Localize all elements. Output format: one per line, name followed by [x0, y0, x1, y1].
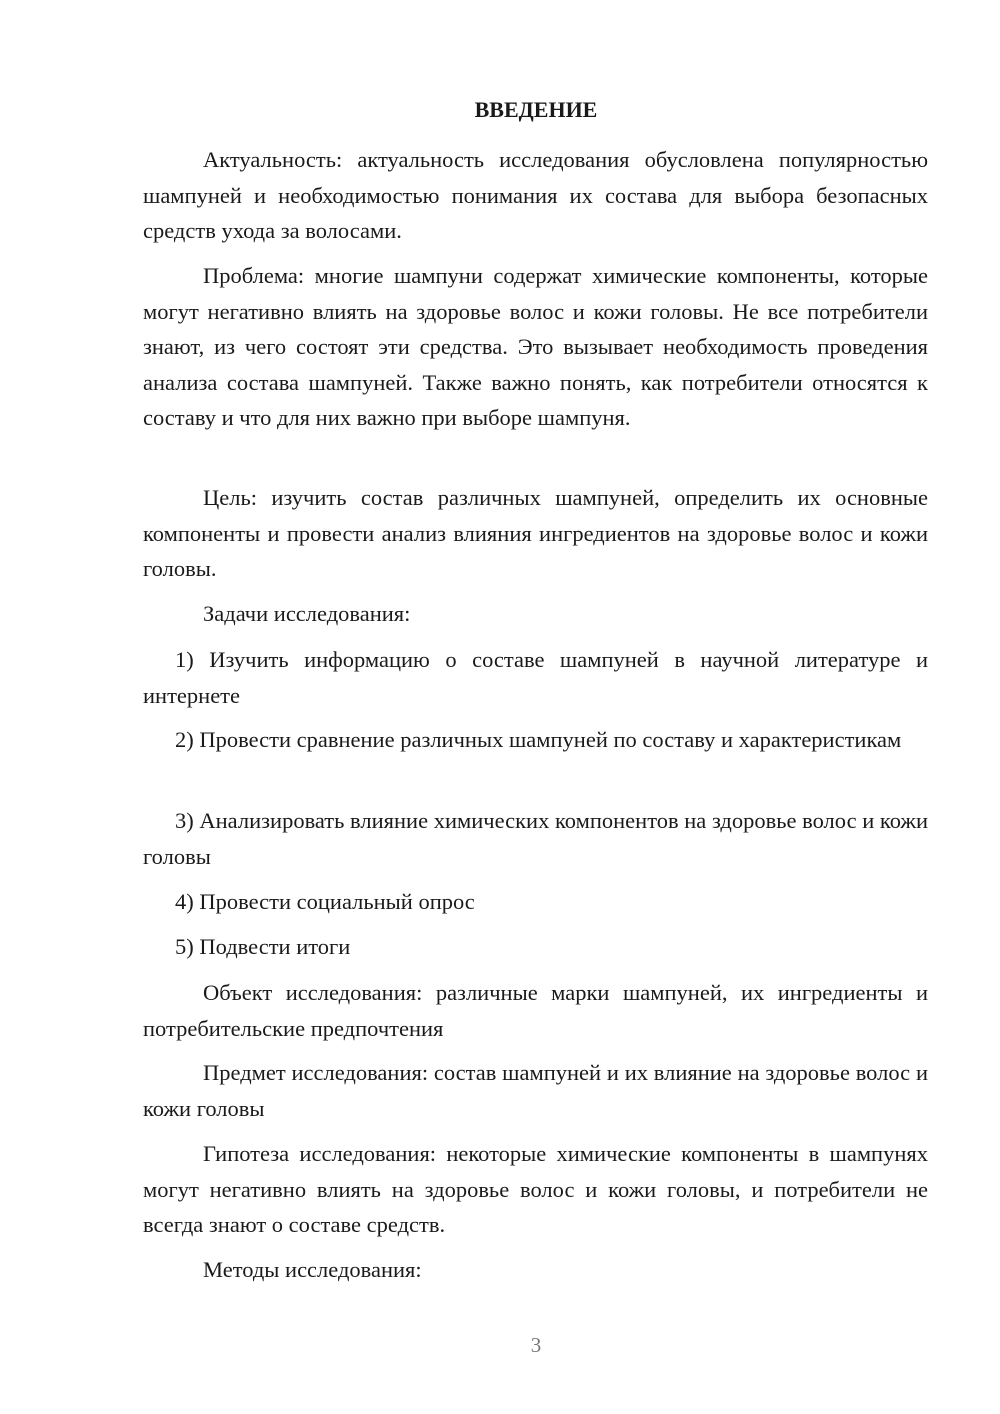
- problem-paragraph: Проблема: многие шампуни содержат химические компоненты, которые могут негативно влиять на здоровье волос и кожи головы. Не все потребители знают, из чего состоят эти средства. Это вызывает необходимость проведения анализа состава шампуней. Также важно понять, как потребители относятся к составу и что для них важно при выборе шампуня.: [143, 263, 928, 430]
- hypothesis-paragraph: Гипотеза исследования: некоторые химические компоненты в шампунях могут негативно влиять на здоровье волос и кожи головы, и потребители не всегда знают о составе средств.: [143, 1141, 928, 1237]
- tasks-heading: Задачи исследования:: [203, 601, 411, 626]
- task-item-1: 1) Изучить информацию о составе шампуней в научной литературе и интернете: [143, 647, 928, 708]
- relevance-paragraph: Актуальность: актуальность исследования обусловлена популярностью шампуней и необходимостью понимания их состава для выбора безопасных средств ухода за волосами.: [143, 147, 928, 243]
- task-item-3: 3) Анализировать влияние химических компонентов на здоровье волос и кожи головы: [143, 808, 928, 869]
- goal-paragraph: Цель: изучить состав различных шампуней, определить их основные компоненты и провести анализ влияния ингредиентов на здоровье волос и кожи головы.: [143, 485, 928, 581]
- page-title: ВВЕДЕНИЕ: [474, 97, 598, 122]
- task-item-2: 2) Провести сравнение различных шампуней по составу и характеристикам: [175, 727, 902, 752]
- task-item-5: 5) Подвести итоги: [175, 934, 351, 959]
- object-paragraph: Объект исследования: различные марки шампуней, их ингредиенты и потребительские предпочтения: [143, 980, 928, 1041]
- task-item-4: 4) Провести социальный опрос: [175, 889, 475, 914]
- methods-heading: Методы исследования:: [203, 1257, 422, 1282]
- page-number: 3: [530, 1333, 542, 1357]
- subject-paragraph: Предмет исследования: состав шампуней и их влияние на здоровье волос и кожи головы: [143, 1060, 928, 1121]
